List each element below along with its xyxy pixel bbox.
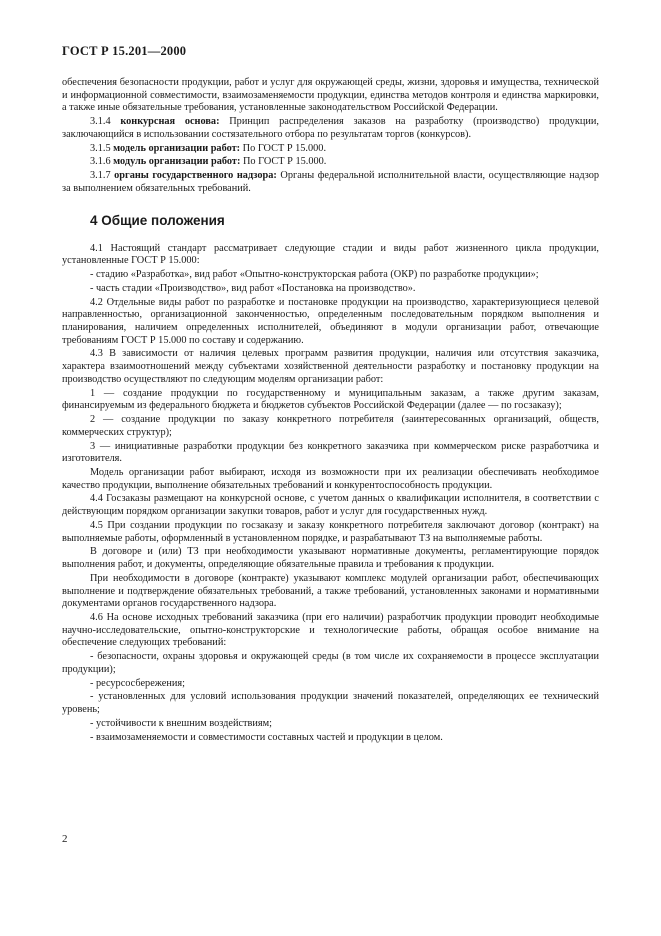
definition-3-1-5: [62, 143, 599, 156]
section-heading: 4 Общие положения: [90, 212, 225, 228]
definition-text: Органы федеральной исполнительной власти, осуществляющие надзор за выполнением обязательных требований.: [62, 170, 600, 194]
clause-4-5: 4.5 При создании продукции по госзаказу и заказу конкретного потребителя заключают договор (контракт) на выполняемые работы, оформленный в установленном порядке, и разрабатывают ТЗ на выполняемые работы.: [62, 519, 599, 544]
clause-4-3: 4.3 В зависимости от наличия целевых программ развития продукции, наличия или отсутствия заказчика, характера взаимоотношений между субъектами хозяйственной деятельности разработку и постановку продукции на производство осуществляют по следующим моделям организации работ:: [62, 348, 599, 385]
clause-4-1: 4.1 Настоящий стандарт рассматривает следующие стадии и виды работ жизненного цикла продукции, установленные ГОСТ Р 15.000:: [62, 242, 599, 267]
defined-term: органы государственного надзора:: [114, 170, 277, 182]
model-item-3: 3 — инициативные разработки продукции без конкретного заказчика при коммерческом риске разработчика и изготовителя.: [62, 440, 599, 465]
document-header: ГОСТ Р 15.201—2000: [62, 44, 187, 58]
definition-3-1-4: [62, 116, 599, 141]
paragraph: Модель организации работ выбирают, исходя из возможности при их реализации обеспечивать необходимое качество продукции, выполнение обязательных требований и конкурентоспособность продукции.: [62, 467, 599, 491]
list-item: - безопасности, охраны здоровья и окружающей среды (в том числе их сохраняемости в процессе эксплуатации продукции);: [62, 651, 599, 675]
list-item: - ресурсосбережения;: [90, 677, 185, 689]
defined-term: конкурсная основа:: [120, 116, 220, 128]
list-item: - взаимозаменяемости и совместимости составных частей и продукции в целом.: [90, 731, 443, 743]
clause-4-6: 4.6 На основе исходных требований заказчика (при его наличии) разработчик продукции проводит необходимые научно-исследовательские, опытно-конструкторские и технологические работы, обращая особое внимание на обеспечение следующих требований:: [62, 612, 599, 649]
paragraph-continuation: обеспечения безопасности продукции, работ и услуг для окружающей среды, жизни, здоровья и имущества, технической и информационной совместимости, взаимозаменяемости продукции, единства методов контроля и единства маркировки, а также иные обязательные требования, установленные законодательством Российской Федерации.: [62, 77, 599, 114]
defined-term: модель организации работ:: [113, 142, 241, 154]
definition-text: По ГОСТ Р 15.000.: [243, 156, 327, 168]
paragraph: При необходимости в договоре (контракте) указывают комплекс модулей организации работ, обеспечивающих выполнение и подтверждение обязательных требований, а также требований, установленных законами и нормативными документами органов государственного надзора.: [62, 572, 599, 610]
page-body: [62, 77, 599, 744]
clause-number: 3.1.4: [90, 116, 111, 128]
list-item: - стадию «Разработка», вид работ «Опытно-конструкторская работа (ОКР) по разработке продукции»;: [90, 269, 539, 281]
defined-term: модуль организации работ:: [113, 156, 241, 168]
list-item: - устойчивости к внешним воздействиям;: [90, 717, 273, 729]
paragraph: В договоре и (или) ТЗ при необходимости указывают нормативные документы, регламентирующие порядок выполнения работ, и документы, определяющие обязательные правила и требования к продукции.: [62, 546, 599, 571]
definition-3-1-6: [62, 156, 599, 169]
list-item: - установленных для условий использования продукции значений показателей, определяющих ее технический уровень;: [62, 691, 599, 716]
page-number: 2: [62, 833, 68, 845]
clause-number: 3.1.7: [90, 170, 111, 182]
clause-4-4: 4.4 Госзаказы размещают на конкурсной основе, с учетом данных о квалификации исполнителя, в соответствии с действующим порядком организации закупки товаров, работ и услуг для государственных нужд.: [62, 493, 599, 518]
clause-number: 3.1.6: [90, 156, 111, 168]
list-item: - часть стадии «Производство», вид работ «Постановка на производство».: [90, 282, 416, 294]
definition-3-1-7: [62, 170, 599, 195]
model-item-2: 2 — создание продукции по заказу конкретного потребителя (заинтересованных организаций, обществ, коммерческих структур);: [62, 414, 599, 438]
clause-4-2: 4.2 Отдельные виды работ по разработке и постановке продукции на производство, характеризующиеся целевой направленностью, организационной законченностью, определенным последовательным порядком выполнения и планирования, наличием определенных исполнителей, объединяют в модули организации работ, отвечающие требованиям ГОСТ Р 15.000 по составу и содержанию.: [62, 296, 599, 346]
model-item-1: 1 — создание продукции по государственному и муниципальным заказам, а также другим заказам, финансируемым из федерального бюджета и бюджетов субъектов Российской Федерации (далее — по госзаказу);: [62, 387, 599, 412]
definition-text: Принцип распределения заказов на разработку (производство) продукции, заключающийся в использовании состязательного отбора по результатам торгов (конкурсов).: [62, 116, 599, 140]
clause-number: 3.1.5: [90, 142, 111, 154]
definition-text: По ГОСТ Р 15.000.: [242, 142, 327, 154]
